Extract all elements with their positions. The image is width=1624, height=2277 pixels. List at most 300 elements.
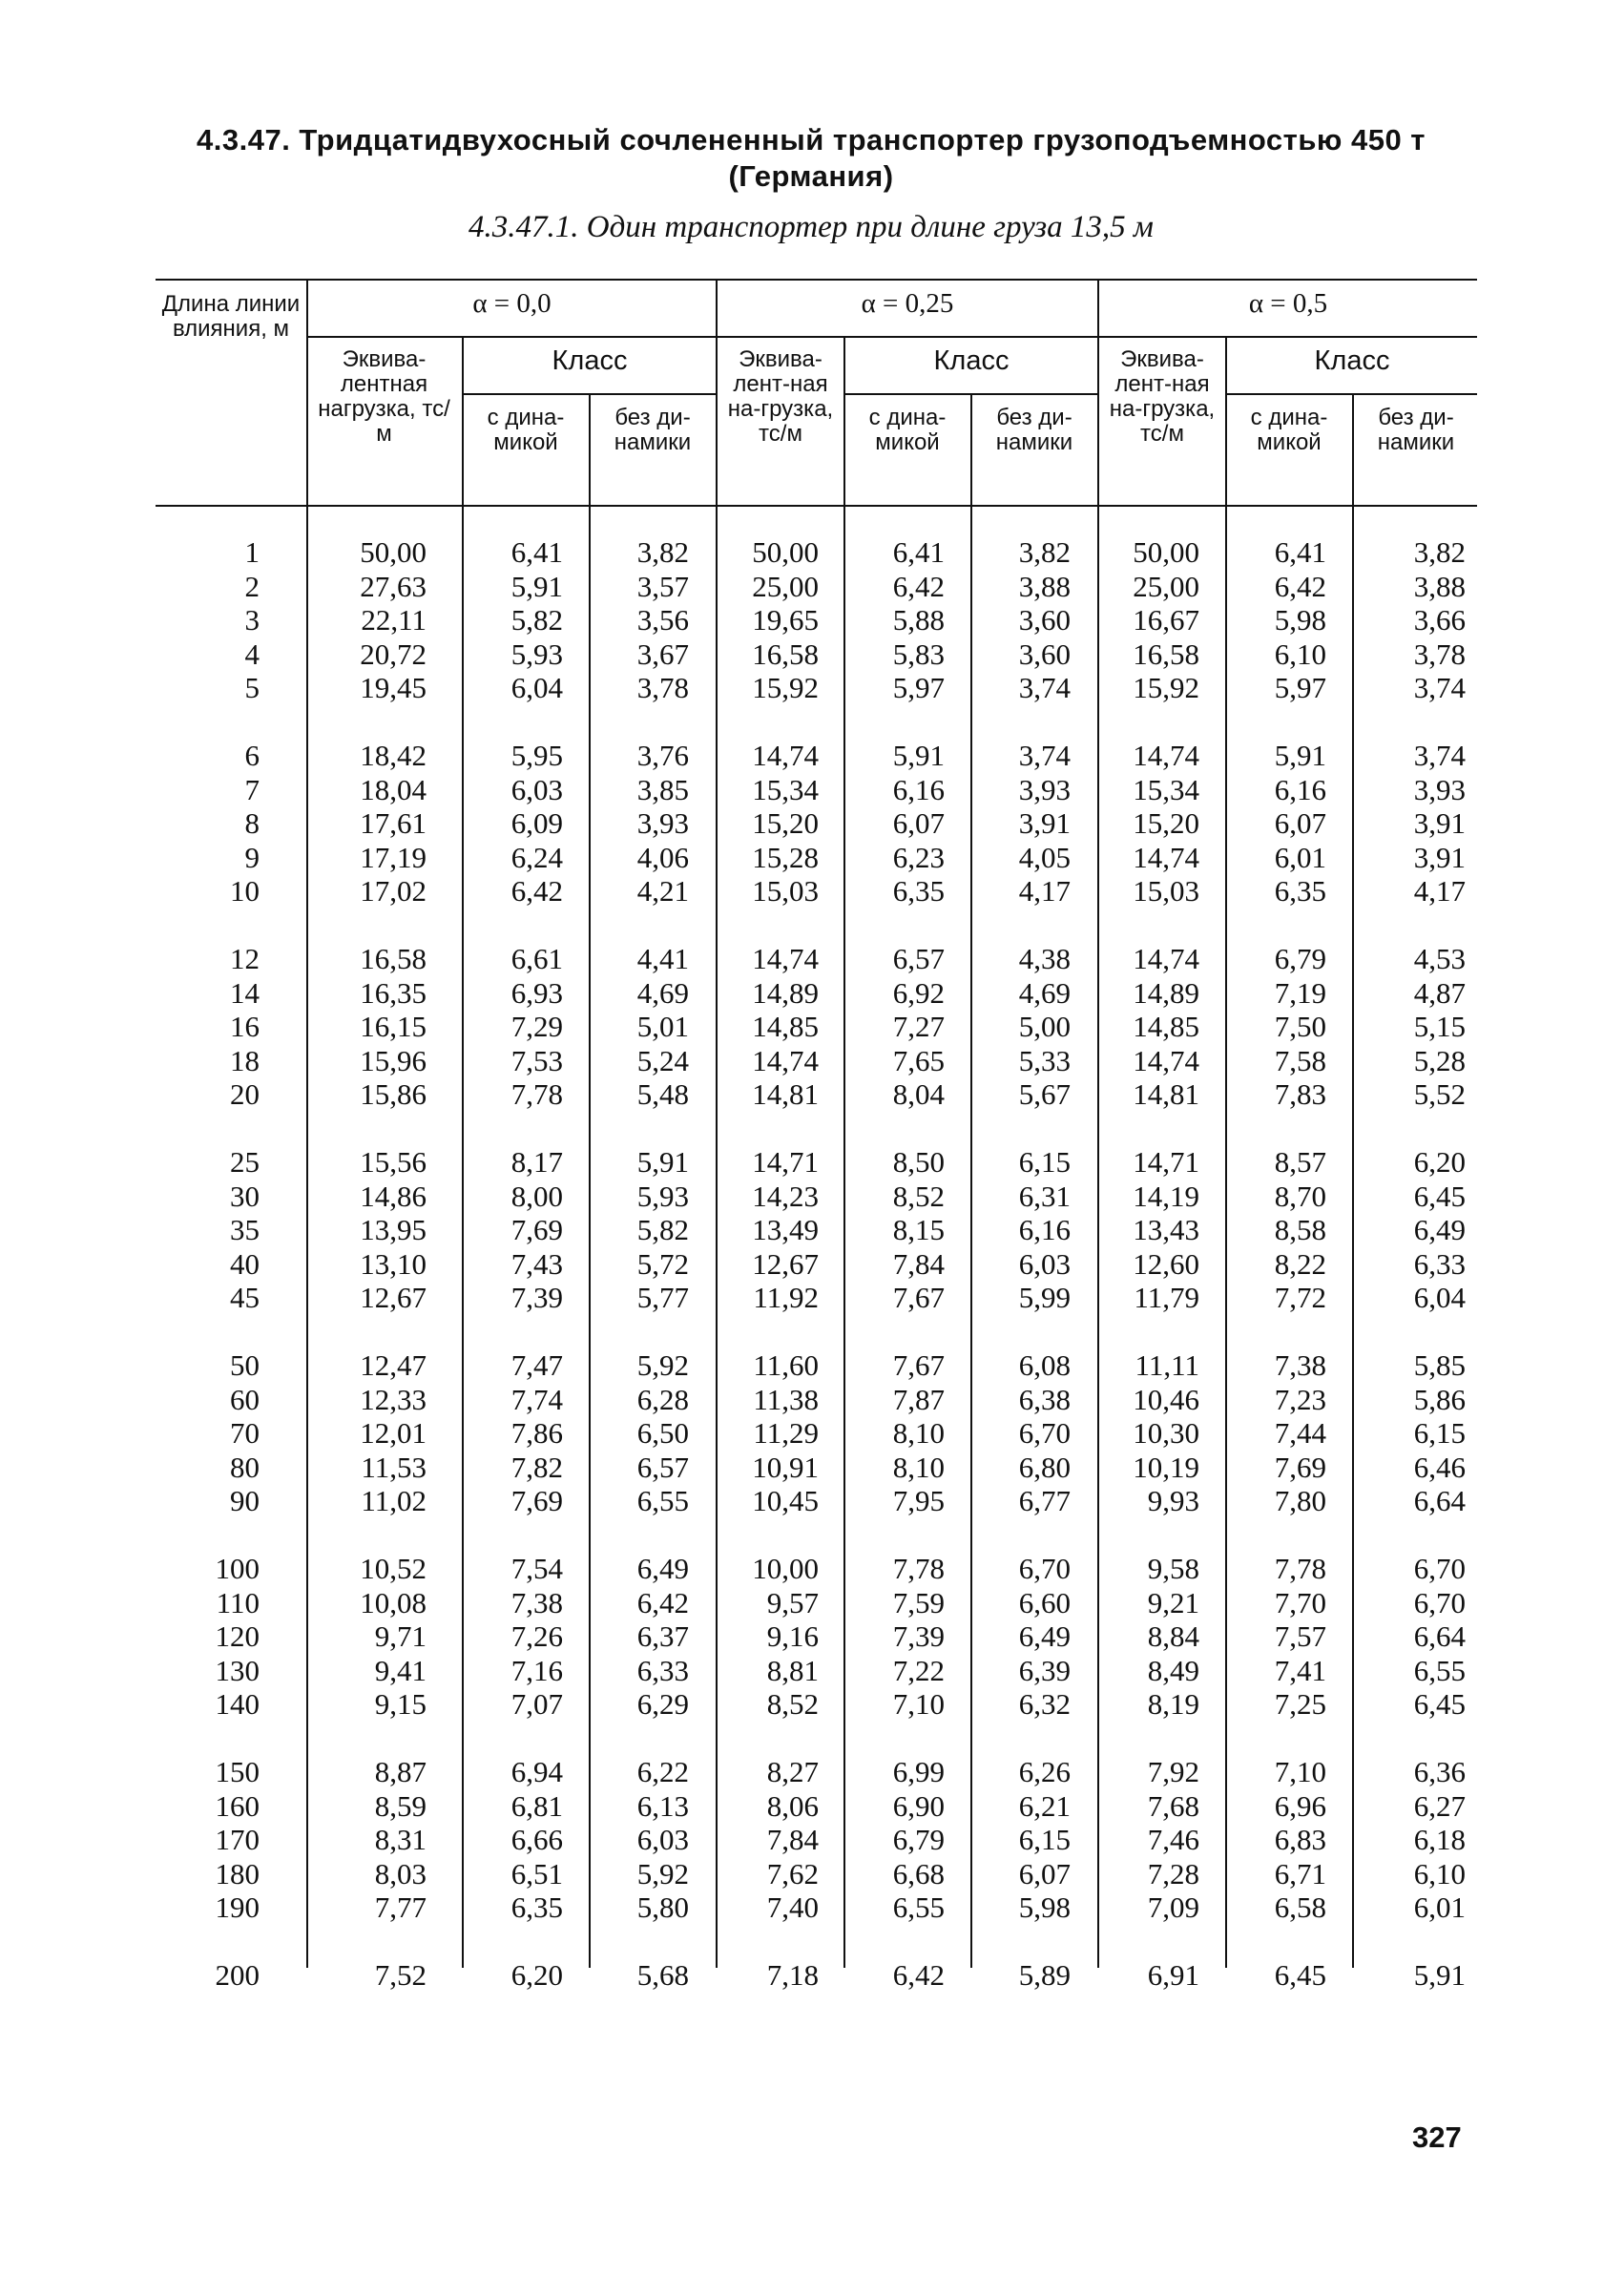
table-top-rule xyxy=(156,279,1477,281)
cell-length: 8 xyxy=(244,806,260,840)
cell-without-dyn-a05: 3,91 xyxy=(1413,806,1466,840)
cell-eq-load-a025: 14,74 xyxy=(752,1043,819,1077)
cell-without-dyn-a0: 5,77 xyxy=(636,1281,689,1314)
cell-without-dyn-a025: 6,38 xyxy=(1018,1382,1071,1416)
cell-eq-load-a025: 14,71 xyxy=(752,1145,819,1179)
cell-eq-load-a025: 11,92 xyxy=(753,1281,819,1314)
title-line-2: (Германия) xyxy=(728,159,894,193)
cell-length: 80 xyxy=(230,1450,260,1484)
cell-without-dyn-a025: 3,74 xyxy=(1018,739,1071,772)
cell-without-dyn-a025: 6,60 xyxy=(1018,1585,1071,1619)
cell-length: 20 xyxy=(230,1077,260,1111)
cell-length: 190 xyxy=(215,1891,260,1924)
cell-without-dyn-a025: 3,88 xyxy=(1018,569,1071,603)
cell-without-dyn-a0: 6,13 xyxy=(636,1788,689,1823)
cell-eq-load-a025: 10,91 xyxy=(752,1450,819,1484)
header-length-col: Длина линии влияния, м xyxy=(161,291,301,342)
cell-eq-load-a025: 14,85 xyxy=(752,1010,819,1043)
cell-eq-load-a025: 15,03 xyxy=(752,874,819,908)
cell-length: 120 xyxy=(215,1619,260,1653)
cell-eq-load-a0: 17,61 xyxy=(360,806,427,840)
cell-without-dyn-a05: 5,15 xyxy=(1413,1010,1466,1043)
cell-without-dyn-a05: 6,18 xyxy=(1413,1823,1466,1856)
cell-without-dyn-a05: 5,28 xyxy=(1413,1043,1466,1077)
cell-without-dyn-a05: 4,17 xyxy=(1413,874,1466,908)
cell-eq-load-a05: 16,67 xyxy=(1133,603,1199,637)
cell-with-dyn-a05: 5,98 xyxy=(1274,603,1326,637)
cell-without-dyn-a025: 6,70 xyxy=(1018,1416,1071,1450)
cell-length: 3 xyxy=(244,603,260,637)
header-eq-load-0: Эквива-лентная нагрузка, тс/м xyxy=(318,346,450,447)
cell-eq-load-a05: 9,21 xyxy=(1147,1585,1199,1619)
cell-eq-load-a0: 18,42 xyxy=(360,739,427,772)
cell-with-dyn-a025: 6,57 xyxy=(892,942,945,975)
cell-length: 110 xyxy=(216,1585,260,1619)
cell-without-dyn-a05: 5,86 xyxy=(1413,1382,1466,1416)
cell-with-dyn-a05: 7,83 xyxy=(1274,1077,1326,1111)
cell-eq-load-a025: 8,52 xyxy=(766,1687,819,1721)
cell-with-dyn-a05: 7,38 xyxy=(1274,1348,1326,1382)
cell-eq-load-a0: 27,63 xyxy=(360,569,427,603)
cell-eq-load-a025: 10,45 xyxy=(752,1484,819,1517)
cell-eq-load-a025: 13,49 xyxy=(752,1213,819,1246)
cell-eq-load-a05: 16,58 xyxy=(1133,637,1199,671)
header-rule-class-05 xyxy=(1225,393,1477,395)
cell-eq-load-a0: 8,31 xyxy=(374,1823,427,1856)
cell-eq-load-a05: 15,03 xyxy=(1133,874,1199,908)
cell-with-dyn-a05: 6,71 xyxy=(1274,1856,1326,1891)
cell-without-dyn-a0: 5,48 xyxy=(636,1077,689,1111)
cell-with-dyn-a0: 7,38 xyxy=(510,1585,563,1619)
cell-length: 1 xyxy=(244,535,260,569)
cell-with-dyn-a05: 7,69 xyxy=(1274,1450,1326,1484)
cell-with-dyn-a025: 6,41 xyxy=(892,535,945,569)
cell-with-dyn-a0: 6,61 xyxy=(510,942,563,975)
cell-without-dyn-a025: 3,82 xyxy=(1018,535,1071,569)
cell-length: 12 xyxy=(230,942,260,975)
cell-without-dyn-a0: 3,82 xyxy=(636,535,689,569)
cell-eq-load-a05: 8,84 xyxy=(1147,1619,1199,1653)
cell-eq-load-a0: 12,67 xyxy=(360,1281,427,1314)
cell-with-dyn-a0: 7,26 xyxy=(510,1619,563,1653)
cell-without-dyn-a05: 6,64 xyxy=(1413,1619,1466,1653)
cell-length: 160 xyxy=(215,1788,260,1823)
cell-with-dyn-a025: 6,90 xyxy=(892,1788,945,1823)
cell-with-dyn-a025: 6,16 xyxy=(892,772,945,806)
cell-with-dyn-a025: 7,59 xyxy=(892,1585,945,1619)
cell-with-dyn-a0: 7,07 xyxy=(510,1687,563,1721)
cell-eq-load-a025: 14,74 xyxy=(752,739,819,772)
cell-with-dyn-a05: 5,97 xyxy=(1274,671,1326,704)
cell-with-dyn-a0: 6,41 xyxy=(510,535,563,569)
cell-eq-load-a025: 25,00 xyxy=(752,569,819,603)
cell-eq-load-a05: 10,46 xyxy=(1133,1382,1199,1416)
cell-without-dyn-a025: 6,49 xyxy=(1018,1619,1071,1653)
cell-eq-load-a0: 9,15 xyxy=(374,1687,427,1721)
cell-without-dyn-a0: 5,91 xyxy=(636,1145,689,1179)
cell-eq-load-a05: 7,28 xyxy=(1147,1856,1199,1891)
cell-with-dyn-a025: 6,07 xyxy=(892,806,945,840)
header-rule-alpha xyxy=(306,336,1477,338)
cell-eq-load-a0: 16,58 xyxy=(360,942,427,975)
cell-without-dyn-a025: 6,15 xyxy=(1018,1145,1071,1179)
cell-without-dyn-a025: 5,99 xyxy=(1018,1281,1071,1314)
cell-without-dyn-a0: 6,22 xyxy=(636,1755,689,1788)
cell-without-dyn-a05: 3,82 xyxy=(1413,535,1466,569)
cell-with-dyn-a025: 7,39 xyxy=(892,1619,945,1653)
cell-length: 50 xyxy=(230,1348,260,1382)
cell-length: 140 xyxy=(215,1687,260,1721)
cell-without-dyn-a025: 6,08 xyxy=(1018,1348,1071,1382)
cell-eq-load-a05: 14,81 xyxy=(1133,1077,1199,1111)
cell-eq-load-a025: 9,16 xyxy=(766,1619,819,1653)
cell-with-dyn-a05: 6,01 xyxy=(1274,840,1326,874)
cell-without-dyn-a05: 5,91 xyxy=(1413,1958,1466,1992)
cell-without-dyn-a0: 5,93 xyxy=(636,1179,689,1213)
cell-eq-load-a0: 13,95 xyxy=(360,1213,427,1246)
cell-with-dyn-a0: 7,69 xyxy=(510,1213,563,1246)
cell-without-dyn-a05: 6,10 xyxy=(1413,1856,1466,1891)
header-bottom-rule xyxy=(156,505,1477,507)
cell-without-dyn-a025: 4,69 xyxy=(1018,975,1071,1010)
cell-eq-load-a05: 7,92 xyxy=(1147,1755,1199,1788)
cell-eq-load-a0: 17,19 xyxy=(360,840,427,874)
cell-eq-load-a025: 14,89 xyxy=(752,975,819,1010)
cell-eq-load-a0: 12,33 xyxy=(360,1382,427,1416)
cell-with-dyn-a025: 7,27 xyxy=(892,1010,945,1043)
cell-eq-load-a05: 14,19 xyxy=(1133,1179,1199,1213)
cell-eq-load-a0: 16,35 xyxy=(360,975,427,1010)
cell-without-dyn-a05: 6,46 xyxy=(1413,1450,1466,1484)
cell-length: 170 xyxy=(215,1823,260,1856)
cell-without-dyn-a0: 5,92 xyxy=(636,1348,689,1382)
cell-with-dyn-a025: 5,97 xyxy=(892,671,945,704)
cell-with-dyn-a0: 6,04 xyxy=(510,671,563,704)
cell-without-dyn-a025: 6,77 xyxy=(1018,1484,1071,1517)
cell-eq-load-a0: 22,11 xyxy=(361,603,427,637)
cell-with-dyn-a025: 6,42 xyxy=(892,1958,945,1992)
cell-without-dyn-a0: 6,28 xyxy=(636,1382,689,1416)
cell-eq-load-a0: 10,08 xyxy=(360,1585,427,1619)
cell-length: 4 xyxy=(244,637,260,671)
cell-without-dyn-a0: 5,68 xyxy=(636,1958,689,1992)
cell-eq-load-a05: 50,00 xyxy=(1133,535,1199,569)
header-with-dyn-025: с дина-микой xyxy=(868,405,947,455)
cell-with-dyn-a0: 5,91 xyxy=(510,569,563,603)
cell-length: 40 xyxy=(230,1246,260,1281)
cell-length: 2 xyxy=(244,569,260,603)
cell-eq-load-a05: 14,71 xyxy=(1133,1145,1199,1179)
cell-eq-load-a025: 10,00 xyxy=(752,1552,819,1585)
cell-without-dyn-a0: 6,42 xyxy=(636,1585,689,1619)
cell-without-dyn-a05: 6,70 xyxy=(1413,1552,1466,1585)
cell-with-dyn-a025: 6,23 xyxy=(892,840,945,874)
cell-eq-load-a0: 15,96 xyxy=(360,1043,427,1077)
cell-with-dyn-a0: 5,95 xyxy=(510,739,563,772)
cell-eq-load-a025: 7,84 xyxy=(766,1823,819,1856)
header-without-dyn-05: без ди-намики xyxy=(1377,405,1455,455)
cell-without-dyn-a05: 3,93 xyxy=(1413,772,1466,806)
cell-with-dyn-a0: 6,93 xyxy=(510,975,563,1010)
cell-with-dyn-a025: 6,79 xyxy=(892,1823,945,1856)
cell-without-dyn-a025: 6,31 xyxy=(1018,1179,1071,1213)
header-eq-load-05: Эквива-лент-ная на-грузка, тс/м xyxy=(1109,346,1216,447)
cell-without-dyn-a05: 3,78 xyxy=(1413,637,1466,671)
cell-without-dyn-a05: 6,20 xyxy=(1413,1145,1466,1179)
header-eq-load-025: Эквива-лент-ная на-грузка, тс/м xyxy=(727,346,834,447)
cell-without-dyn-a025: 6,39 xyxy=(1018,1653,1071,1687)
cell-with-dyn-a05: 7,44 xyxy=(1274,1416,1326,1450)
cell-eq-load-a025: 12,67 xyxy=(752,1246,819,1281)
cell-without-dyn-a025: 5,33 xyxy=(1018,1043,1071,1077)
cell-with-dyn-a05: 7,10 xyxy=(1274,1755,1326,1788)
cell-with-dyn-a0: 6,35 xyxy=(510,1891,563,1924)
cell-without-dyn-a0: 4,21 xyxy=(636,874,689,908)
cell-without-dyn-a0: 3,56 xyxy=(636,603,689,637)
cell-with-dyn-a05: 6,45 xyxy=(1274,1958,1326,1992)
cell-without-dyn-a05: 6,45 xyxy=(1413,1179,1466,1213)
cell-with-dyn-a05: 6,83 xyxy=(1274,1823,1326,1856)
cell-eq-load-a025: 11,60 xyxy=(753,1348,819,1382)
header-with-dyn-0: с дина-микой xyxy=(487,405,565,455)
cell-eq-load-a05: 9,58 xyxy=(1147,1552,1199,1585)
cell-eq-load-a05: 14,74 xyxy=(1133,1043,1199,1077)
cell-with-dyn-a025: 6,92 xyxy=(892,975,945,1010)
cell-without-dyn-a05: 6,70 xyxy=(1413,1585,1466,1619)
cell-eq-load-a0: 15,56 xyxy=(360,1145,427,1179)
cell-with-dyn-a0: 7,47 xyxy=(510,1348,563,1382)
cell-length: 100 xyxy=(215,1552,260,1585)
cell-eq-load-a05: 14,85 xyxy=(1133,1010,1199,1043)
cell-with-dyn-a0: 8,00 xyxy=(510,1179,563,1213)
cell-eq-load-a025: 7,18 xyxy=(766,1958,819,1992)
cell-eq-load-a05: 10,30 xyxy=(1133,1416,1199,1450)
cell-eq-load-a05: 8,19 xyxy=(1147,1687,1199,1721)
cell-eq-load-a05: 7,09 xyxy=(1147,1891,1199,1924)
cell-with-dyn-a0: 6,20 xyxy=(510,1958,563,1992)
cell-with-dyn-a0: 7,86 xyxy=(510,1416,563,1450)
cell-with-dyn-a05: 6,96 xyxy=(1274,1788,1326,1823)
cell-eq-load-a025: 7,62 xyxy=(766,1856,819,1891)
subtitle: 4.3.47.1. Один транспортер при длине груза 13,5 м xyxy=(468,210,1154,244)
cell-without-dyn-a025: 6,03 xyxy=(1018,1246,1071,1281)
cell-length: 35 xyxy=(230,1213,260,1246)
cell-eq-load-a025: 15,34 xyxy=(752,772,819,806)
cell-with-dyn-a025: 5,88 xyxy=(892,603,945,637)
cell-with-dyn-a025: 7,78 xyxy=(892,1552,945,1585)
header-with-dyn-05: с дина-микой xyxy=(1250,405,1328,455)
cell-eq-load-a025: 14,81 xyxy=(752,1077,819,1111)
cell-length: 7 xyxy=(244,772,260,806)
cell-eq-load-a05: 15,20 xyxy=(1133,806,1199,840)
cell-length: 90 xyxy=(230,1484,260,1517)
cell-length: 18 xyxy=(230,1043,260,1077)
cell-without-dyn-a0: 5,01 xyxy=(636,1010,689,1043)
cell-without-dyn-a025: 5,89 xyxy=(1018,1958,1071,1992)
cell-eq-load-a025: 7,40 xyxy=(766,1891,819,1924)
cell-eq-load-a025: 15,92 xyxy=(752,671,819,704)
cell-without-dyn-a0: 3,78 xyxy=(636,671,689,704)
header-alpha-0: α = 0,0 xyxy=(472,288,552,319)
cell-without-dyn-a0: 6,29 xyxy=(636,1687,689,1721)
cell-without-dyn-a025: 6,26 xyxy=(1018,1755,1071,1788)
cell-length: 200 xyxy=(215,1958,260,1992)
cell-without-dyn-a05: 6,36 xyxy=(1413,1755,1466,1788)
cell-eq-load-a05: 7,46 xyxy=(1147,1823,1199,1856)
cell-without-dyn-a0: 6,50 xyxy=(636,1416,689,1450)
cell-eq-load-a05: 12,60 xyxy=(1133,1246,1199,1281)
cell-without-dyn-a05: 6,33 xyxy=(1413,1246,1466,1281)
cell-eq-load-a025: 14,74 xyxy=(752,942,819,975)
cell-without-dyn-a025: 6,70 xyxy=(1018,1552,1071,1585)
cell-without-dyn-a05: 6,49 xyxy=(1413,1213,1466,1246)
cell-eq-load-a05: 9,93 xyxy=(1147,1484,1199,1517)
cell-with-dyn-a025: 8,50 xyxy=(892,1145,945,1179)
cell-without-dyn-a0: 6,57 xyxy=(636,1450,689,1484)
cell-with-dyn-a0: 5,93 xyxy=(510,637,563,671)
cell-with-dyn-a05: 7,72 xyxy=(1274,1281,1326,1314)
cell-with-dyn-a0: 6,51 xyxy=(510,1856,563,1891)
cell-without-dyn-a025: 3,74 xyxy=(1018,671,1071,704)
cell-without-dyn-a0: 3,67 xyxy=(636,637,689,671)
cell-eq-load-a0: 12,01 xyxy=(360,1416,427,1450)
cell-without-dyn-a025: 4,05 xyxy=(1018,840,1071,874)
cell-length: 45 xyxy=(230,1281,260,1314)
cell-with-dyn-a05: 6,10 xyxy=(1274,637,1326,671)
cell-with-dyn-a025: 7,67 xyxy=(892,1348,945,1382)
header-class-0: Класс xyxy=(552,345,628,376)
cell-with-dyn-a05: 6,35 xyxy=(1274,874,1326,908)
cell-eq-load-a05: 8,49 xyxy=(1147,1653,1199,1687)
cell-with-dyn-a05: 7,19 xyxy=(1274,975,1326,1010)
cell-eq-load-a05: 10,19 xyxy=(1133,1450,1199,1484)
cell-length: 60 xyxy=(230,1382,260,1416)
cell-without-dyn-a025: 3,93 xyxy=(1018,772,1071,806)
cell-without-dyn-a0: 3,76 xyxy=(636,739,689,772)
cell-with-dyn-a05: 7,70 xyxy=(1274,1585,1326,1619)
cell-without-dyn-a05: 3,88 xyxy=(1413,569,1466,603)
cell-eq-load-a0: 12,47 xyxy=(360,1348,427,1382)
cell-with-dyn-a025: 7,65 xyxy=(892,1043,945,1077)
cell-without-dyn-a0: 5,24 xyxy=(636,1043,689,1077)
cell-length: 25 xyxy=(230,1145,260,1179)
cell-eq-load-a0: 8,87 xyxy=(374,1755,427,1788)
cell-eq-load-a025: 15,28 xyxy=(752,840,819,874)
cell-eq-load-a0: 16,15 xyxy=(360,1010,427,1043)
cell-eq-load-a05: 14,74 xyxy=(1133,942,1199,975)
cell-eq-load-a0: 17,02 xyxy=(360,874,427,908)
cell-with-dyn-a025: 6,42 xyxy=(892,569,945,603)
cell-with-dyn-a05: 6,16 xyxy=(1274,772,1326,806)
cell-with-dyn-a0: 7,69 xyxy=(510,1484,563,1517)
cell-eq-load-a0: 18,04 xyxy=(360,772,427,806)
cell-without-dyn-a0: 4,41 xyxy=(636,942,689,975)
cell-eq-load-a025: 19,65 xyxy=(752,603,819,637)
cell-with-dyn-a025: 6,35 xyxy=(892,874,945,908)
cell-with-dyn-a0: 7,78 xyxy=(510,1077,563,1111)
cell-without-dyn-a025: 6,32 xyxy=(1018,1687,1071,1721)
cell-with-dyn-a05: 7,41 xyxy=(1274,1653,1326,1687)
cell-with-dyn-a0: 6,09 xyxy=(510,806,563,840)
cell-eq-load-a0: 7,77 xyxy=(374,1891,427,1924)
cell-length: 5 xyxy=(244,671,260,704)
cell-eq-load-a025: 16,58 xyxy=(752,637,819,671)
cell-without-dyn-a025: 6,15 xyxy=(1018,1823,1071,1856)
cell-without-dyn-a025: 3,60 xyxy=(1018,637,1071,671)
cell-eq-load-a025: 8,06 xyxy=(766,1788,819,1823)
cell-with-dyn-a025: 8,10 xyxy=(892,1416,945,1450)
cell-eq-load-a05: 14,74 xyxy=(1133,739,1199,772)
cell-without-dyn-a025: 6,80 xyxy=(1018,1450,1071,1484)
cell-length: 14 xyxy=(230,975,260,1010)
cell-without-dyn-a0: 4,69 xyxy=(636,975,689,1010)
cell-without-dyn-a0: 5,72 xyxy=(636,1246,689,1281)
cell-with-dyn-a05: 5,91 xyxy=(1274,739,1326,772)
cell-eq-load-a05: 14,74 xyxy=(1133,840,1199,874)
cell-with-dyn-a05: 7,23 xyxy=(1274,1382,1326,1416)
cell-length: 30 xyxy=(230,1179,260,1213)
cell-with-dyn-a05: 6,58 xyxy=(1274,1891,1326,1924)
header-alpha-025: α = 0,25 xyxy=(861,288,954,319)
cell-without-dyn-a05: 3,74 xyxy=(1413,739,1466,772)
cell-length: 70 xyxy=(230,1416,260,1450)
cell-eq-load-a0: 19,45 xyxy=(360,671,427,704)
cell-with-dyn-a0: 7,16 xyxy=(510,1653,563,1687)
cell-eq-load-a025: 8,27 xyxy=(766,1755,819,1788)
cell-with-dyn-a05: 6,42 xyxy=(1274,569,1326,603)
cell-without-dyn-a0: 6,33 xyxy=(636,1653,689,1687)
cell-eq-load-a0: 13,10 xyxy=(360,1246,427,1281)
cell-length: 130 xyxy=(215,1653,260,1687)
cell-with-dyn-a025: 7,87 xyxy=(892,1382,945,1416)
cell-with-dyn-a025: 8,15 xyxy=(892,1213,945,1246)
cell-eq-load-a0: 20,72 xyxy=(360,637,427,671)
cell-without-dyn-a05: 6,15 xyxy=(1413,1416,1466,1450)
cell-eq-load-a05: 15,34 xyxy=(1133,772,1199,806)
cell-with-dyn-a025: 8,10 xyxy=(892,1450,945,1484)
cell-with-dyn-a025: 7,67 xyxy=(892,1281,945,1314)
cell-without-dyn-a0: 3,85 xyxy=(636,772,689,806)
cell-with-dyn-a05: 7,80 xyxy=(1274,1484,1326,1517)
cell-without-dyn-a025: 6,07 xyxy=(1018,1856,1071,1891)
cell-with-dyn-a05: 8,57 xyxy=(1274,1145,1326,1179)
cell-eq-load-a0: 9,41 xyxy=(374,1653,427,1687)
cell-eq-load-a025: 14,23 xyxy=(752,1179,819,1213)
cell-eq-load-a0: 7,52 xyxy=(374,1958,427,1992)
cell-eq-load-a0: 10,52 xyxy=(360,1552,427,1585)
cell-without-dyn-a025: 5,98 xyxy=(1018,1891,1071,1924)
cell-without-dyn-a025: 6,16 xyxy=(1018,1213,1071,1246)
cell-with-dyn-a025: 6,55 xyxy=(892,1891,945,1924)
cell-eq-load-a0: 8,59 xyxy=(374,1788,427,1823)
cell-length: 16 xyxy=(230,1010,260,1043)
cell-without-dyn-a0: 6,03 xyxy=(636,1823,689,1856)
cell-with-dyn-a0: 7,74 xyxy=(510,1382,563,1416)
cell-eq-load-a025: 8,81 xyxy=(766,1653,819,1687)
cell-with-dyn-a05: 8,70 xyxy=(1274,1179,1326,1213)
cell-without-dyn-a0: 5,80 xyxy=(636,1891,689,1924)
cell-without-dyn-a05: 6,45 xyxy=(1413,1687,1466,1721)
cell-with-dyn-a0: 6,81 xyxy=(510,1788,563,1823)
cell-without-dyn-a0: 6,55 xyxy=(636,1484,689,1517)
cell-with-dyn-a05: 6,41 xyxy=(1274,535,1326,569)
cell-without-dyn-a05: 3,74 xyxy=(1413,671,1466,704)
cell-without-dyn-a05: 3,66 xyxy=(1413,603,1466,637)
cell-with-dyn-a05: 7,57 xyxy=(1274,1619,1326,1653)
cell-with-dyn-a05: 7,58 xyxy=(1274,1043,1326,1077)
cell-without-dyn-a025: 4,17 xyxy=(1018,874,1071,908)
cell-eq-load-a025: 50,00 xyxy=(752,535,819,569)
